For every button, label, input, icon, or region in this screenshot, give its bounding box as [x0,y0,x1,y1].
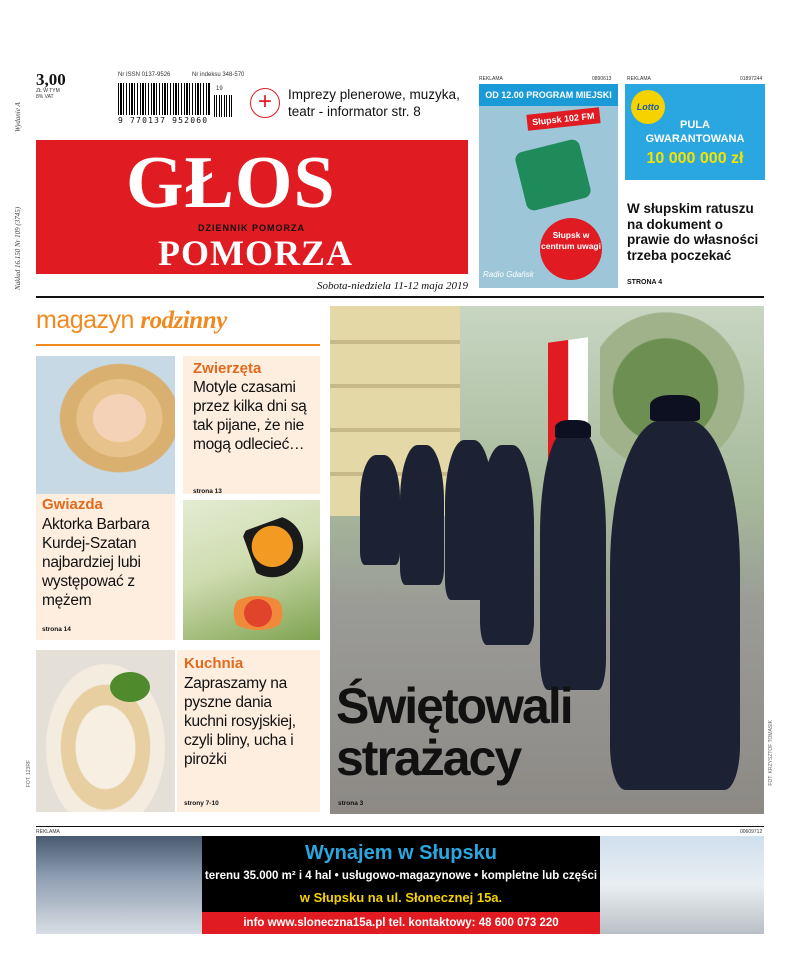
firefighter-figure [540,430,606,690]
rental-ad-title: Wynajem w Słupsku [305,842,497,864]
barcode-addon [214,95,234,117]
zwierzeta-page: strona 13 [193,488,222,495]
kuchnia-text: Zapraszamy na pyszne dania kuchni rosyjskiej, czyli bliny, ucha i pirożki [184,675,296,768]
price: 3,00 [36,70,66,89]
photo-credit-food: FOT. 123RF [26,760,32,788]
radio-ad-brand: Radio Gdańsk [483,270,534,279]
cap-shape [650,395,700,421]
section-rule [36,344,320,346]
gwiazda-category: Gwiazda [42,496,103,513]
ad-code: 0890613 [592,76,612,82]
flower-shape [228,596,288,630]
rental-ad-contact[interactable]: info www.sloneczna15a.pl tel. kontaktowy: 48 600 073 220 [202,912,600,934]
ratusz-page: STRONA 4 [627,279,663,286]
radio-ad-circle: Słupsk w centrum uwagi [540,218,602,280]
barcode-number: 9 770137 952060 [118,116,209,125]
circulation-label: Nakład 16.150 Nr 109 (3745) [14,206,22,290]
ad-code: 00609712 [740,829,763,835]
plus-icon: + [250,88,280,118]
section-title: magazyn rodzinny [36,306,227,334]
ratusz-teaser[interactable]: W słupskim ratuszu na dokument o prawie do własności trzeba poczekać [627,201,759,263]
price-note: ZŁ W TYM 8% VAT [36,88,60,100]
logo-subtitle: DZIENNIK POMORZA [198,223,305,233]
dumplings-photo [36,650,175,812]
actress-photo [36,356,175,494]
lotto-pula: PULA GWARANTOWANA [645,119,745,145]
ad-label: REKLAMA [479,76,503,82]
rental-ad-line1: terenu 35.000 m² i 4 hal • usługowo-magazynowe • kompletne lub części [204,870,598,882]
logo-title: GŁOS [126,142,336,224]
kuchnia-category: Kuchnia [184,655,244,672]
herb-shape [110,672,150,702]
barcode [118,83,210,115]
logo-name: POMORZA [158,233,353,273]
photo-credit: FOT. KRZYSZTOF TOMASIK [768,720,774,786]
promo-text[interactable]: Imprezy plenerowe, muzyka, teatr - informator str. 8 [288,87,460,119]
ad-label: REKLAMA [627,76,651,82]
divider [36,826,764,827]
radio-ad-headline: OD 12.00 PROGRAM MIEJSKI [479,84,618,106]
gwiazda-text: Aktorka Barbara Kurdej-Szatan najbardziej lubi występować z mężem [42,516,150,609]
zwierzeta-category: Zwierzęta [193,360,262,377]
rental-ad-line2: w Słupsku na ul. Słonecznej 15a. [299,890,503,905]
zwierzeta-text: Motyle czasami przez kilka dni są tak pijane, że nie mogą odlecieć… [193,379,307,453]
firefighter-figure [400,445,444,585]
lotto-amount: 10 000 000 zł [646,150,744,167]
lead-firefighter-figure [610,420,740,790]
index-number: Nr indeksu 348-570 [192,72,245,78]
building-photo [600,836,764,934]
issn: Nr ISSN 0137-9526 [118,72,171,78]
barcode-issue: 19 [216,86,223,92]
cap-shape [555,420,591,438]
gwiazda-page: strona 14 [42,626,71,633]
edition-label: Wydanie A [14,102,22,132]
radio-ad-tag: Słupsk 102 FM [526,107,600,130]
issue-date: Sobota-niedziela 11-12 maja 2019 [316,280,468,292]
lotto-logo: Lotto [631,90,665,124]
kuchnia-page: strony 7-10 [184,800,219,807]
ad-code: 01897244 [740,76,763,82]
warehouse-photo [36,836,202,934]
firefighter-figure [480,445,534,645]
main-headline: Świętowali strażacy [336,678,572,786]
ad-label: REKLAMA [36,829,60,835]
main-page: strona 3 [338,800,364,807]
firefighter-figure [360,455,400,565]
divider [36,296,764,298]
